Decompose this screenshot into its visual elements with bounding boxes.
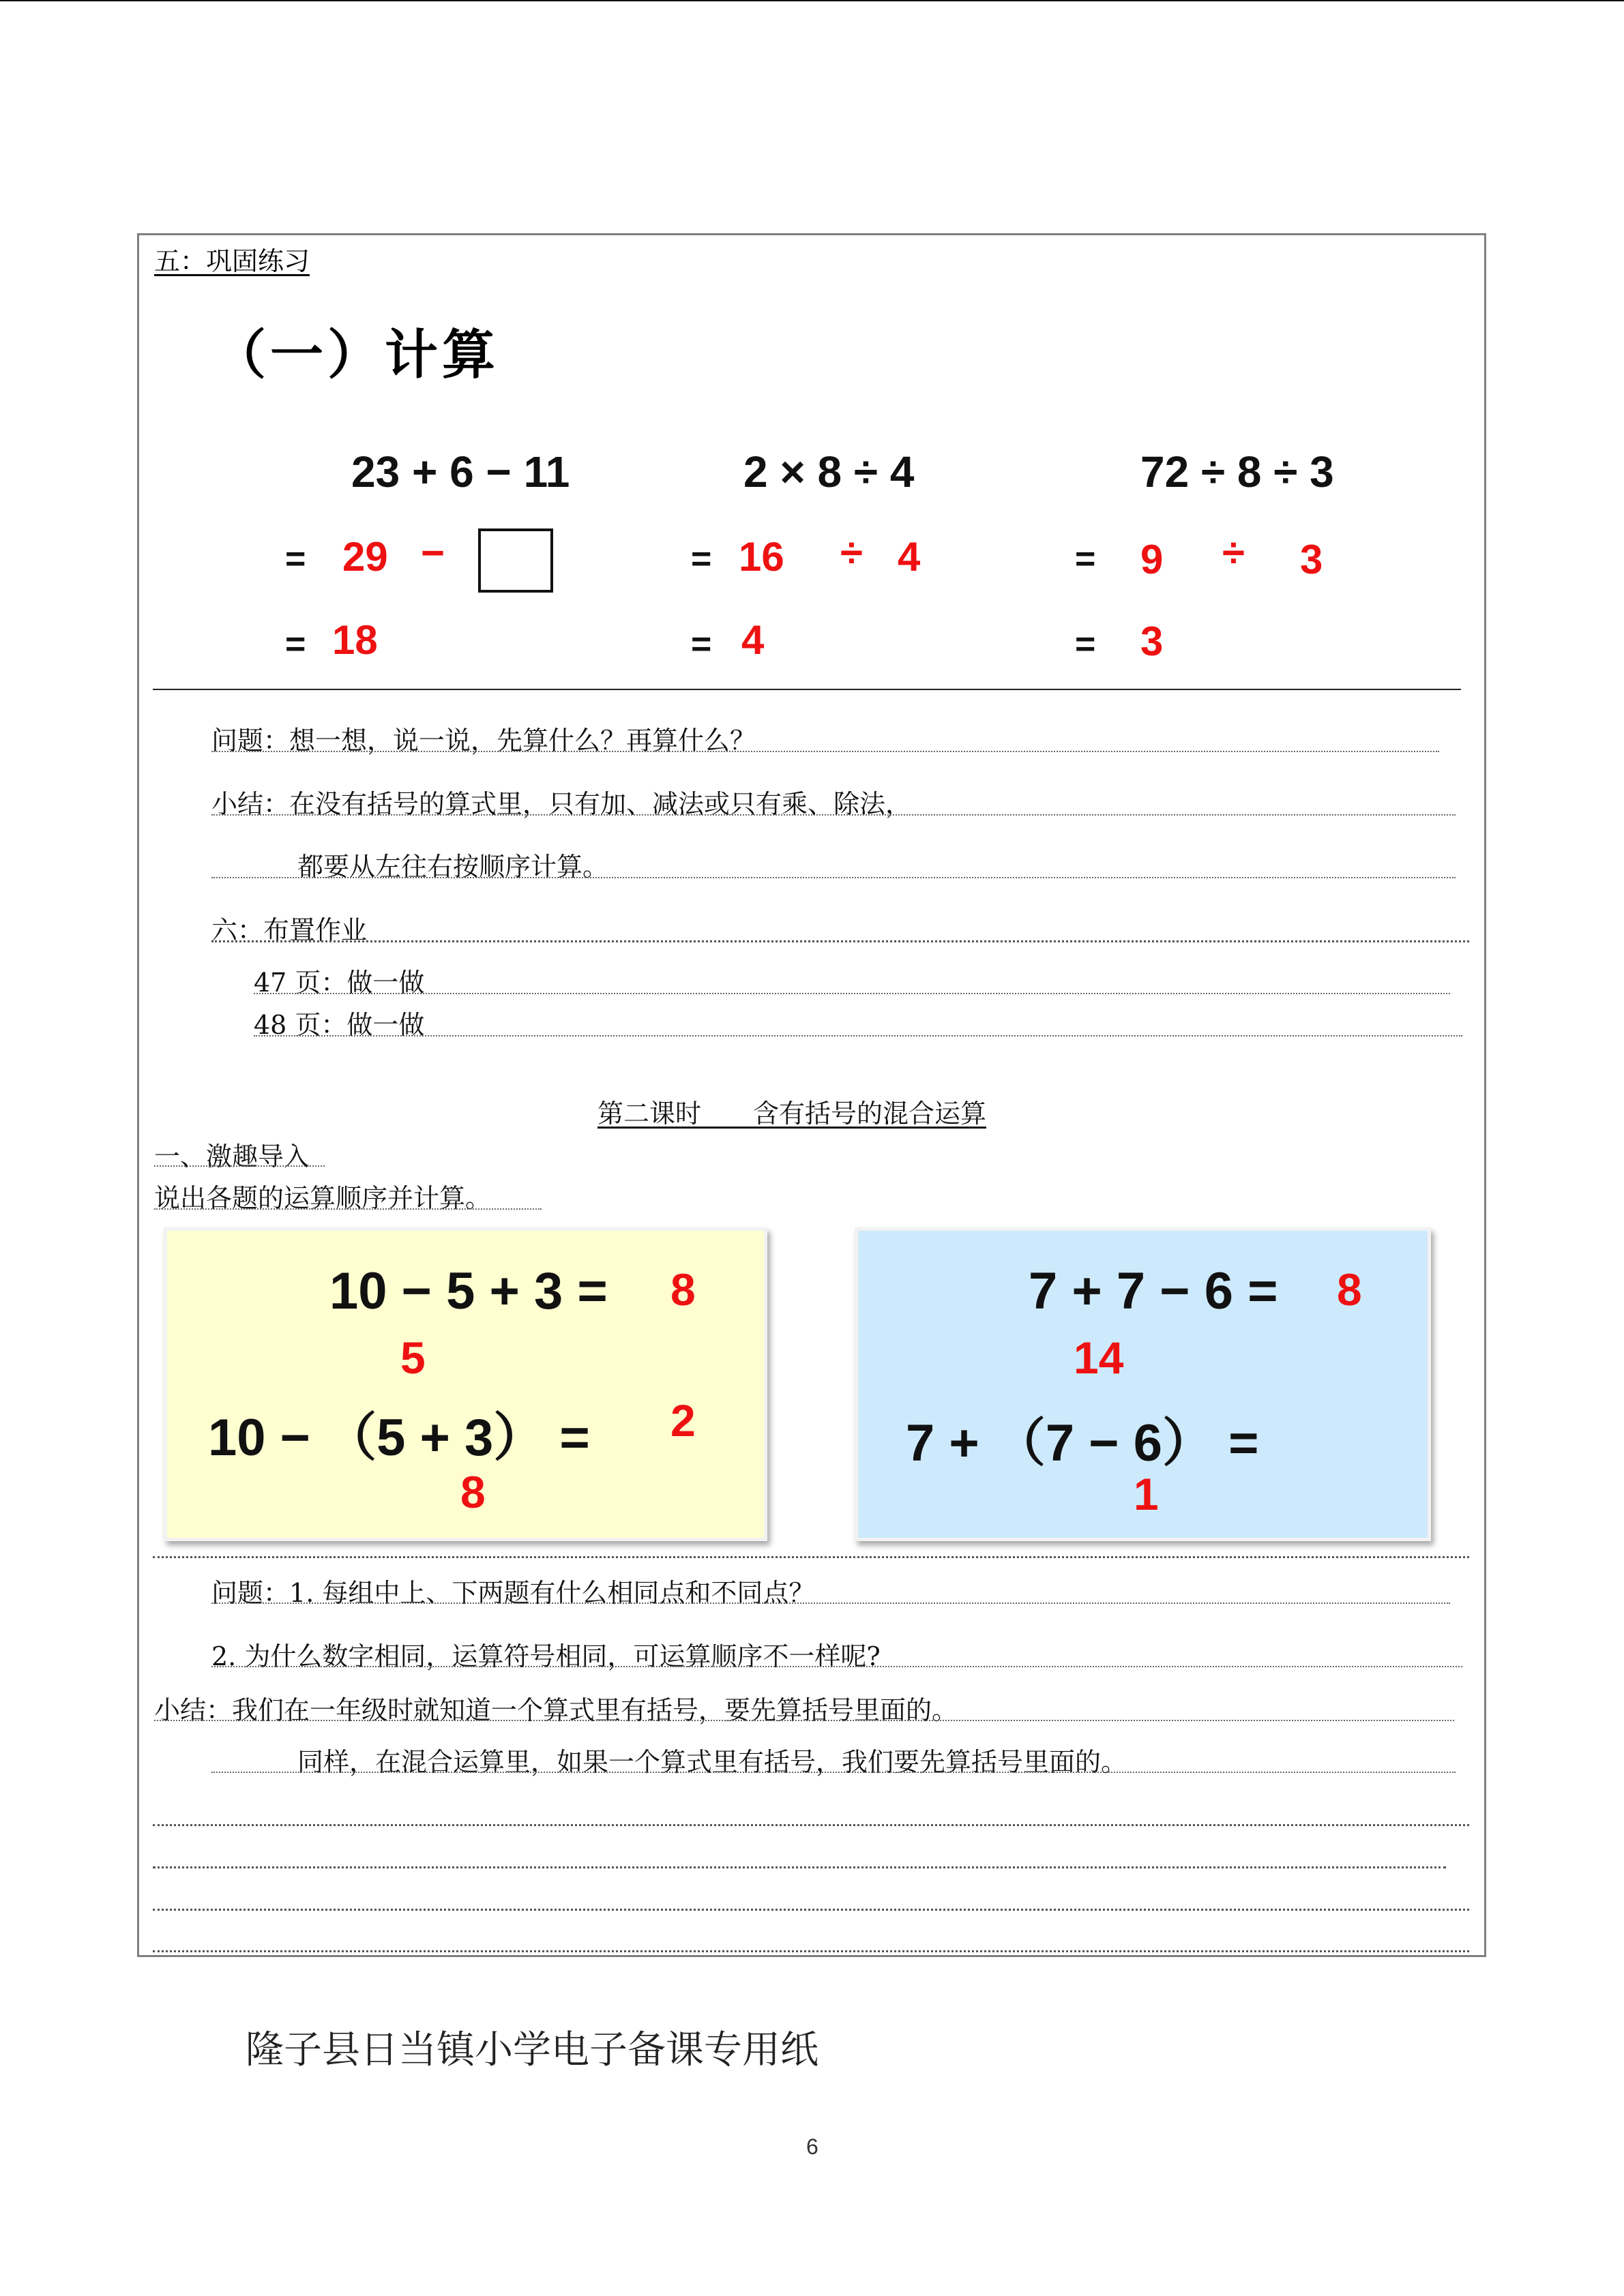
problem3-result: 3: [1140, 618, 1164, 664]
lesson2-summary-dotted-line-1: [154, 1720, 1454, 1721]
left-top-intermediate: 5: [400, 1332, 426, 1383]
left-bottom-answer: 2: [670, 1395, 696, 1446]
problem1-equals-2: =: [285, 625, 306, 664]
problem3-step1-value: 9: [1140, 537, 1164, 582]
lesson2-summary-line2: 同样，在混合运算里，如果一个算式里有括号，我们要先算括号里面的。: [297, 1747, 1127, 1777]
page-top-rule: [0, 0, 1624, 1]
problem2-step1-operator: ÷: [840, 530, 863, 576]
question-label: 问题：: [211, 1578, 290, 1608]
blank-dotted-line-2: [153, 1866, 1446, 1868]
footer-text: 隆子县日当镇小学电子备课专用纸: [246, 2028, 818, 2072]
question2-dotted-line: [211, 1666, 1462, 1667]
problem2-equals-1: =: [691, 539, 712, 579]
lesson2-summary-dotted-line-2: [211, 1772, 1456, 1773]
problem3-expression: 72 ÷ 8 ÷ 3: [1140, 447, 1334, 496]
calc-title: （一）计算: [213, 325, 500, 386]
question1-text: 1. 每组中上、下两题有什么相同点和不同点？: [289, 1578, 815, 1608]
blank-dotted-line-1: [153, 1824, 1469, 1826]
right-bottom-expression: 7 + （7 − 6） =: [906, 1414, 1259, 1472]
problem1-step1-value: 29: [342, 534, 388, 580]
section5-summary-line2: 都要从左往右按顺序计算。: [297, 852, 609, 882]
right-top-expression: 7 + 7 − 6 =: [1029, 1262, 1278, 1320]
blank-dotted-line-3: [153, 1909, 1469, 1911]
lesson2-part1-title: 一、激趣导入: [154, 1142, 310, 1172]
problem3-step1-divisor: 3: [1300, 537, 1323, 582]
problem2-step1-value: 16: [739, 534, 784, 580]
section5-title: 五：巩固练习: [154, 246, 310, 276]
summary-text-1: 在没有括号的算式里，只有加、减法或只有乘、除法，: [289, 789, 912, 819]
blank-dotted-line-4: [153, 1950, 1469, 1952]
page-number: 6: [806, 2134, 818, 2159]
section5-question: 问题：想一想，说一说，先算什么？再算什么？: [211, 726, 756, 756]
calc-bottom-rule: [153, 689, 1461, 690]
left-bottom-intermediate: 8: [460, 1467, 486, 1517]
section6-title: 六：布置作业: [211, 915, 368, 945]
summary-label: 小结：: [211, 789, 290, 819]
problem1-expression: 23 + 6 − 11: [351, 447, 570, 496]
homework-dotted-line-2: [254, 1035, 1462, 1037]
problem3-equals-1: =: [1075, 539, 1096, 579]
instruction-dotted-line: [154, 1208, 542, 1210]
right-top-answer: 8: [1337, 1264, 1362, 1315]
homework-dotted-line-1: [254, 993, 1450, 994]
lesson2-instruction: 说出各题的运算顺序并计算。: [154, 1183, 492, 1213]
question1-dotted-line: [211, 1602, 1450, 1604]
problem2-result: 4: [741, 617, 765, 663]
problem1-result: 18: [332, 617, 378, 663]
question-dotted-line: [211, 751, 1439, 752]
left-top-answer: 8: [670, 1264, 696, 1315]
problem2-step1-divisor: 4: [898, 534, 921, 580]
problem2-expression: 2 × 8 ÷ 4: [743, 447, 915, 496]
lesson2-summary-label: 小结：: [154, 1695, 233, 1725]
lesson2-question2: 2. 为什么数字相同，运算符号相同，可运算顺序不一样呢?: [211, 1641, 881, 1671]
left-top-expression: 10 − 5 + 3 =: [329, 1262, 608, 1320]
summary-dotted-line-2: [211, 877, 1456, 878]
example-panel-left: [164, 1227, 767, 1541]
lesson2-title: 第二课时 含有括号的混合运算: [597, 1099, 987, 1129]
section6-dotted-line: [211, 940, 1469, 942]
lesson2-summary-text-1: 我们在一年级时就知道一个算式里有括号，要先算括号里面的。: [232, 1695, 958, 1725]
problem1-equals-1: =: [285, 539, 306, 579]
left-bottom-expression: 10 − （5 + 3） =: [208, 1409, 590, 1467]
problem2-equals-2: =: [691, 625, 712, 664]
homework-item-2: 48 页：做一做: [254, 1010, 425, 1040]
right-bottom-intermediate: 1: [1134, 1469, 1159, 1519]
example-panel-right: [855, 1227, 1431, 1541]
panels-bottom-dotted-line: [153, 1556, 1469, 1558]
part1-dotted-line: [154, 1165, 325, 1167]
right-top-intermediate: 14: [1074, 1332, 1124, 1383]
problem3-step1-operator: ÷: [1222, 530, 1245, 576]
summary-dotted-line-1: [211, 814, 1456, 816]
problem1-step1-operator: −: [421, 530, 445, 576]
homework-item-1: 47 页：做一做: [254, 968, 425, 998]
problem3-equals-2: =: [1075, 625, 1096, 664]
problem1-blank-box: [478, 528, 553, 593]
